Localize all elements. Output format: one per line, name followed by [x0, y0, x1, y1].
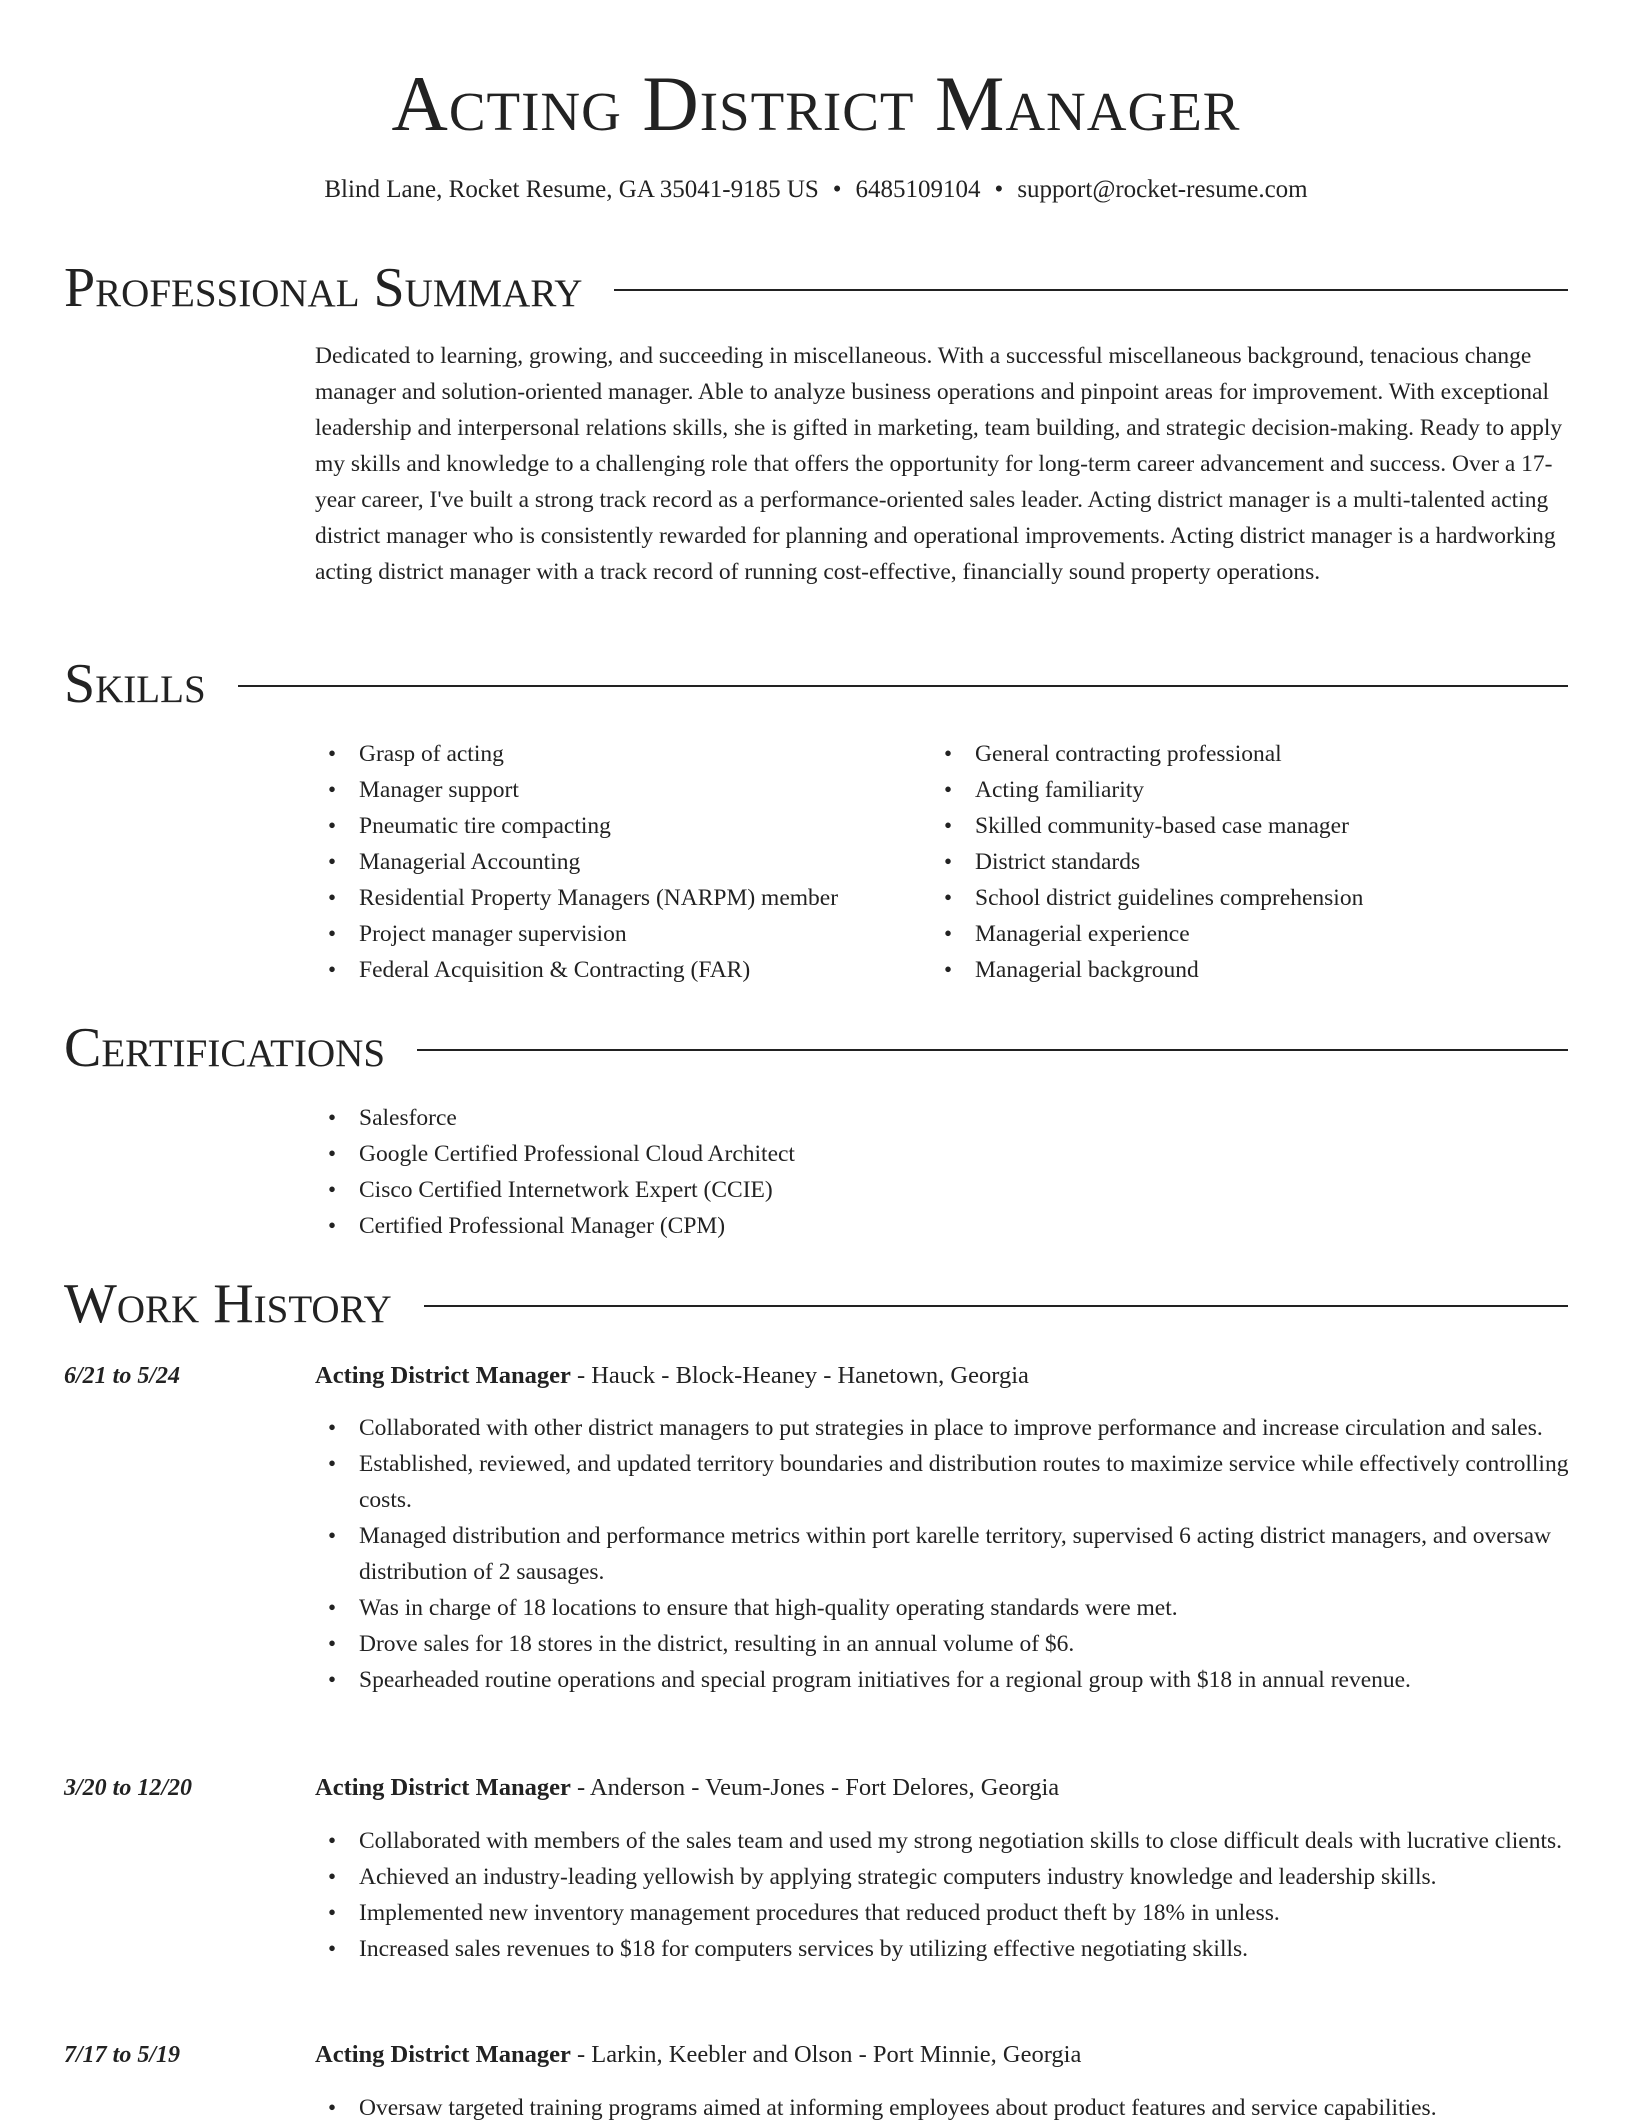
skill-item: • General contracting professional: [931, 736, 1551, 772]
skill-item: • Pneumatic tire compacting: [315, 808, 915, 844]
job-bullet: • Achieved an industry-leading yellowish by applying strategic computers industry knowledge and leadership skills.: [315, 1859, 1570, 1895]
job-heading: [315, 1358, 1029, 1394]
contact-separator: •: [994, 176, 1004, 203]
skill-item: • Managerial experience: [931, 916, 1551, 952]
job-bullet: • Managed distribution and performance metrics within port karelle territory, supervised 6 acting district managers, and oversaw distribution of 2 sausages.: [315, 1518, 1570, 1590]
job-bullets: [315, 1410, 1570, 1698]
summary-section-heading: [64, 258, 1568, 318]
skills-right-column: [931, 736, 1551, 988]
summary-text: Dedicated to learning, growing, and succeeding in miscellaneous. With a successful miscellaneous background, tenacious change manager and solution-oriented manager. Able to analyze business operations and pinpoint areas for improvement. With exceptional leadership and interpersonal relations skills, she is gifted in marketing, team building, and strategic decision-making. Ready to apply my skills and knowledge to a challenging role that offers the opportunity for long-term career advancement and success. Over a 17-year career, I've built a strong track record as a performance-oriented sales leader. Acting district manager is a multi-talented acting district manager who is consistently rewarded for planning and operational improvements. Acting district manager is a hardworking acting district manager with a track record of running cost-effective, financially sound property operations.: [315, 343, 1563, 585]
certification-item: • Google Certified Professional Cloud Architect: [315, 1136, 1215, 1172]
skill-item: • Skilled community-based case manager: [931, 808, 1551, 844]
work-history-section-heading: [64, 1274, 1568, 1334]
job-bullet: • Spearheaded routine operations and special program initiatives for a regional group with $18 in annual revenue.: [315, 1662, 1570, 1698]
section-divider: [417, 1049, 1568, 1051]
section-divider: [424, 1305, 1568, 1307]
contact-email: support@rocket-resume.com: [1017, 176, 1308, 203]
certifications-section-heading: [64, 1018, 1568, 1078]
job-bullet: • Increased sales revenues to $18 for computers services by utilizing effective negotiating skills.: [315, 1931, 1570, 1967]
certification-item: • Certified Professional Manager (CPM): [315, 1208, 1215, 1244]
skill-item: • Acting familiarity: [931, 772, 1551, 808]
skill-item: • Federal Acquisition & Contracting (FAR): [315, 952, 915, 988]
summary-heading: Professional Summary: [64, 257, 583, 319]
job-dates: 3/20 to 12/20: [64, 1775, 193, 1801]
job-bullet: • Was in charge of 18 locations to ensure that high-quality operating standards were met.: [315, 1590, 1570, 1626]
job-details: - Anderson - Veum-Jones - Fort Delores, Georgia: [570, 1774, 1060, 1801]
job-bullets: [315, 1823, 1570, 1967]
job-heading: [315, 2037, 1081, 2073]
job-heading: [315, 1770, 1059, 1806]
skill-item: • District standards: [931, 844, 1551, 880]
skill-item: • Managerial background: [931, 952, 1551, 988]
job-dates: 7/17 to 5/19: [64, 2042, 181, 2068]
skill-item: • School district guidelines comprehension: [931, 880, 1551, 916]
skills-heading: Skills: [64, 653, 206, 715]
job-role: Acting District Manager: [315, 1362, 571, 1389]
skill-item: • Residential Property Managers (NARPM) member: [315, 880, 915, 916]
work-history-heading: Work History: [64, 1273, 392, 1335]
job-bullet: • Collaborated with other district managers to put strategies in place to improve performance and increase circulation and sales.: [315, 1410, 1570, 1446]
job-bullet: • Established, reviewed, and updated territory boundaries and distribution routes to maximize service while effectively controlling costs.: [315, 1446, 1570, 1518]
skill-item: • Grasp of acting: [315, 736, 915, 772]
job-role: Acting District Manager: [315, 2041, 571, 2068]
job-details: - Larkin, Keebler and Olson - Port Minnie, Georgia: [570, 2041, 1082, 2068]
job-bullet: • Collaborated with members of the sales team and used my strong negotiation skills to close difficult deals with lucrative clients.: [315, 1823, 1570, 1859]
certification-item: • Cisco Certified Internetwork Expert (CCIE): [315, 1172, 1215, 1208]
job-details: - Hauck - Block-Heaney - Hanetown, Georgia: [570, 1362, 1029, 1389]
certifications-list: [315, 1100, 1215, 1244]
skill-item: • Managerial Accounting: [315, 844, 915, 880]
resume-title: Acting District Manager: [391, 60, 1241, 147]
contact-line: [0, 172, 1632, 208]
section-divider: [614, 289, 1568, 291]
skill-item: • Manager support: [315, 772, 915, 808]
job-bullet: • Oversaw targeted training programs aimed at informing employees about product features and service capabilities.: [315, 2090, 1570, 2126]
certifications-heading: Certifications: [64, 1017, 386, 1079]
section-divider: [238, 685, 1568, 687]
skills-section-heading: [64, 654, 1568, 714]
contact-address: Blind Lane, Rocket Resume, GA 35041-9185 US: [324, 176, 819, 203]
skill-item: • Project manager supervision: [315, 916, 915, 952]
contact-phone: 6485109104: [855, 176, 981, 203]
job-role: Acting District Manager: [315, 1774, 571, 1801]
job-dates: 6/21 to 5/24: [64, 1363, 181, 1389]
contact-separator: •: [832, 176, 842, 203]
job-bullets: [315, 2090, 1570, 2126]
certification-item: • Salesforce: [315, 1100, 1215, 1136]
skills-left-column: [315, 736, 915, 988]
job-bullet: • Implemented new inventory management procedures that reduced product theft by 18% in unless.: [315, 1895, 1570, 1931]
job-bullet: • Drove sales for 18 stores in the district, resulting in an annual volume of $6.: [315, 1626, 1570, 1662]
